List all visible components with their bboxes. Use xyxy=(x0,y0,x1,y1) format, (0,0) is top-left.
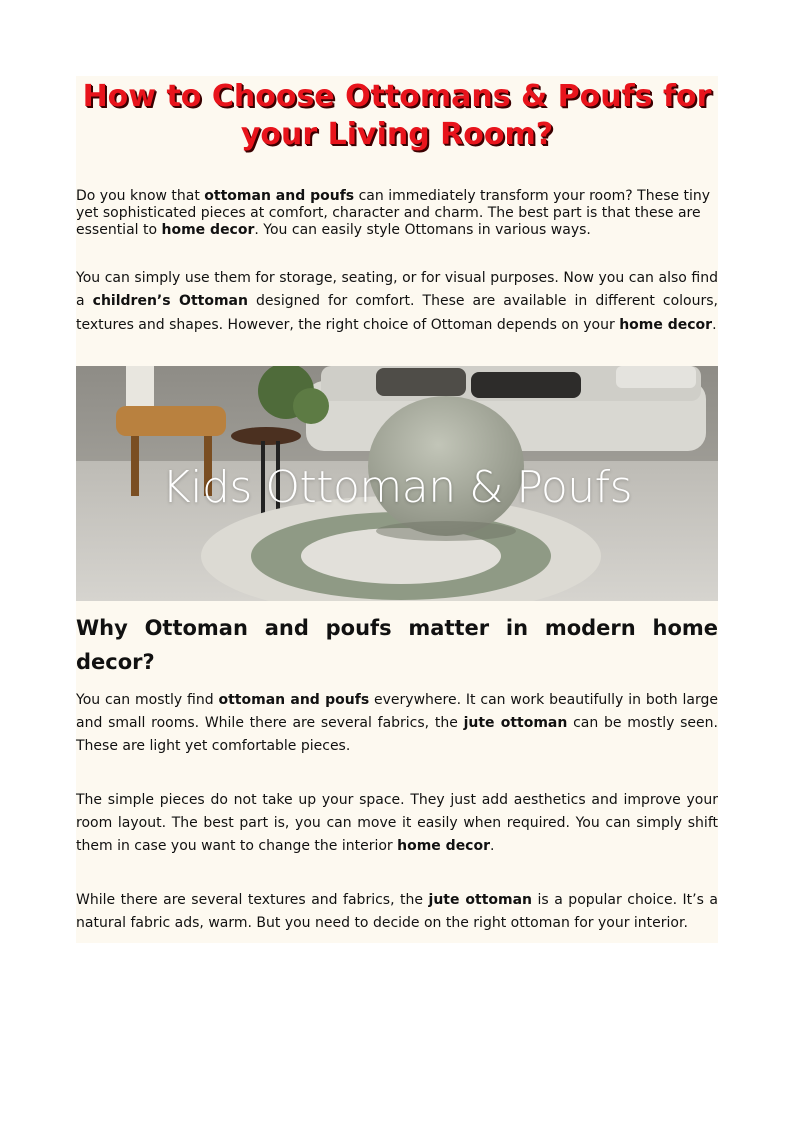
bold-phrase: jute ottoman xyxy=(463,715,568,732)
intro-paragraph-2 xyxy=(76,239,718,366)
hero-caption: Kids Ottoman & Poufs xyxy=(161,461,633,513)
intro-band xyxy=(76,158,718,366)
text-run: . You can easily style Ottomans in various ways. xyxy=(254,222,591,238)
section-paragraph-3 xyxy=(76,859,718,944)
text-run: everywhere. It can work beautifully in both large and small rooms. While there are several fabrics, the xyxy=(76,691,718,732)
text-run: You can simply use them for storage, seating, or for visual purposes. Now you can also find a xyxy=(76,270,718,310)
section-heading: Why Ottoman and poufs matter in modern home decor? xyxy=(76,615,718,674)
bold-phrase: jute ottoman xyxy=(428,891,533,908)
section-band xyxy=(76,601,718,943)
text-run: The simple pieces do not take up your space. They just add aesthetics and improve your room layout. The best part is, you can move it easily when required. You can simply shift them in case you want to change the interior xyxy=(76,791,718,855)
document-page xyxy=(76,76,718,943)
bold-phrase: home decor xyxy=(619,316,713,333)
bold-phrase: home decor xyxy=(161,222,255,238)
text-run: designed for comfort. These are available in different colours, textures and shapes. However, the right choice of Ottoman depends on your xyxy=(76,293,718,333)
bold-phrase: children’s Ottoman xyxy=(92,293,248,310)
section-paragraph-2 xyxy=(76,759,718,859)
text-run: . xyxy=(490,838,495,855)
bold-phrase: ottoman and poufs xyxy=(204,188,355,204)
text-run: can immediately transform your room? These tiny yet sophisticated pieces at comfort, character and charm. The best part is that these are essential to xyxy=(76,188,711,238)
page-title: How to Choose Ottomans & Poufs for your Living Room? xyxy=(82,79,712,152)
section-paragraph-1 xyxy=(76,679,718,759)
intro-paragraph-1 xyxy=(76,158,718,239)
text-run: You can mostly find xyxy=(76,691,219,708)
text-run: While there are several textures and fabrics, the xyxy=(76,891,429,908)
bold-phrase: ottoman and poufs xyxy=(218,691,370,708)
text-run: can be mostly seen. These are light yet comfortable pieces. xyxy=(76,715,718,755)
text-run: Do you know that xyxy=(76,188,205,204)
title-band xyxy=(76,76,718,158)
bold-phrase: home decor xyxy=(397,838,491,855)
text-run: . xyxy=(712,316,717,333)
hero-image xyxy=(76,366,718,601)
text-run: is a popular choice. It’s a natural fabric ads, warm. But you need to decide on the right ottoman for your interior. xyxy=(76,891,718,931)
